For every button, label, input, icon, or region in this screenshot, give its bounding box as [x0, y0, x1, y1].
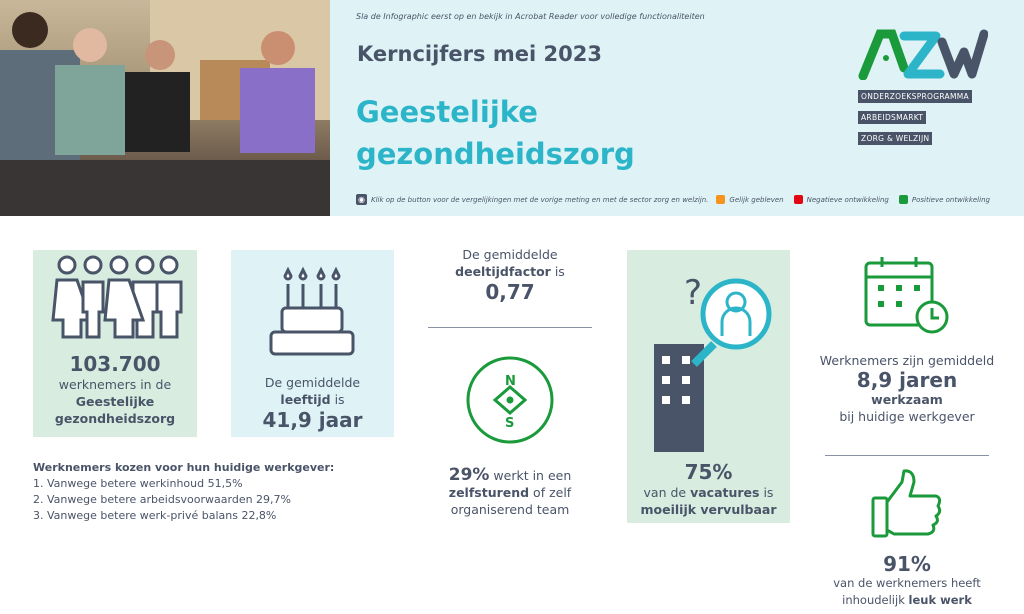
- vacancies-card: [627, 250, 790, 523]
- vacancies-text: is: [759, 485, 774, 500]
- fun-label: van de werknemers heeft: [833, 576, 981, 590]
- subtitle: Kerncijfers mei 2023: [357, 42, 602, 66]
- employees-card: [33, 250, 197, 437]
- azw-logo: [858, 28, 988, 147]
- legend-label: Negatieve ontwikkeling: [806, 195, 889, 204]
- logo-tag: ARBEIDSMARKT: [858, 111, 926, 124]
- employees-sector: gezondheidszorg: [54, 411, 176, 426]
- choice-title: Werknemers kozen voor hun huidige werkgever:: [33, 461, 335, 474]
- selfsteering-text: of zelf: [529, 485, 572, 500]
- vacancies-text: van de: [643, 485, 691, 500]
- age-label: De gemiddelde: [264, 375, 361, 390]
- parttime-keyword: deeltijdfactor: [455, 264, 551, 279]
- page-title-line1: Geestelijke: [356, 95, 538, 129]
- fun-value: 91%: [883, 552, 931, 576]
- thumbs-up-icon: [870, 468, 945, 544]
- people-icon: [45, 252, 185, 342]
- selfsteering-text: werkt in een: [489, 468, 572, 483]
- legend-label: Positieve ontwikkeling: [911, 195, 990, 204]
- age-keyword: leeftijd: [280, 392, 331, 407]
- employees-value: 103.700: [69, 352, 161, 376]
- parttime-is: is: [550, 264, 565, 279]
- parttime-value: 0,77: [485, 280, 535, 304]
- divider: [428, 327, 592, 328]
- tenure-value: 8,9 jaren: [856, 368, 958, 392]
- calendar-clock-icon: [862, 253, 952, 339]
- employer-choice-list: [33, 460, 334, 524]
- selfsteering-value: 29%: [448, 465, 490, 485]
- vacancies-value: 75%: [684, 460, 733, 484]
- svg-text:S: S: [505, 416, 515, 431]
- age-card: [231, 250, 394, 437]
- tenure-keyword: werkzaam: [871, 392, 943, 407]
- parttime-stat: [428, 246, 592, 304]
- logo-tag: ONDERZOEKSPROGRAMMA: [858, 90, 972, 103]
- save-note: Sla de Infographic eerst op en bekijk in Acrobat Reader voor volledige functionaliteiten: [356, 12, 705, 21]
- fun-keyword: leuk werk: [908, 593, 972, 607]
- list-item: 3. Vanwege betere werk-privé balans 22,8%: [33, 509, 277, 522]
- tenure-label: Werknemers zijn gemiddeld: [819, 353, 995, 368]
- vacancies-text: moeilijk vervulbaar: [640, 502, 777, 517]
- svg-text:?: ?: [683, 273, 702, 313]
- fun-label: inhoudelijk: [842, 593, 909, 607]
- red-swatch: [794, 195, 803, 204]
- selfsteering-keyword: zelfsturend: [448, 485, 530, 500]
- tenure-label: bij huidige werkgever: [839, 409, 975, 424]
- selfsteering-stat: [428, 467, 592, 518]
- building-magnifier-icon: [634, 264, 784, 454]
- selfsteering-text: organiserend team: [450, 502, 570, 517]
- list-item: 1. Vanwege betere werkinhoud 51,5%: [33, 477, 243, 490]
- group-conversation-photo: [0, 0, 330, 216]
- logo-tag: ZORG & WELZIJN: [858, 132, 932, 145]
- list-item: 2. Vanwege betere arbeidsvoorwaarden 29,7%: [33, 493, 292, 506]
- age-value: 41,9 jaar: [262, 408, 363, 432]
- green-swatch: [899, 195, 908, 204]
- legend-label: Gelijk gebleven: [729, 195, 784, 204]
- legend: [356, 194, 990, 205]
- fun-work-stat: [815, 553, 999, 609]
- birthday-cake-icon: [268, 264, 358, 356]
- header-photo: [0, 0, 330, 216]
- compass-icon: [465, 355, 555, 449]
- page-title-line2: gezondheidszorg: [356, 137, 635, 171]
- employees-label: werknemers in de: [58, 377, 172, 392]
- svg-text:N: N: [505, 374, 516, 389]
- age-is: is: [330, 392, 345, 407]
- parttime-label: De gemiddelde: [462, 247, 558, 262]
- vacancies-keyword: vacatures: [690, 485, 760, 500]
- orange-swatch: [716, 195, 725, 204]
- tenure-stat: [815, 352, 999, 425]
- azw-logo-mark: [858, 28, 988, 80]
- instruction: Klik op de button voor de vergelijkingen met de vorige meting en met de sector zorg en welzijn.: [371, 195, 709, 204]
- divider: [825, 455, 989, 456]
- eye-icon[interactable]: ◉: [356, 194, 367, 205]
- employees-sector: Geestelijke: [75, 394, 155, 409]
